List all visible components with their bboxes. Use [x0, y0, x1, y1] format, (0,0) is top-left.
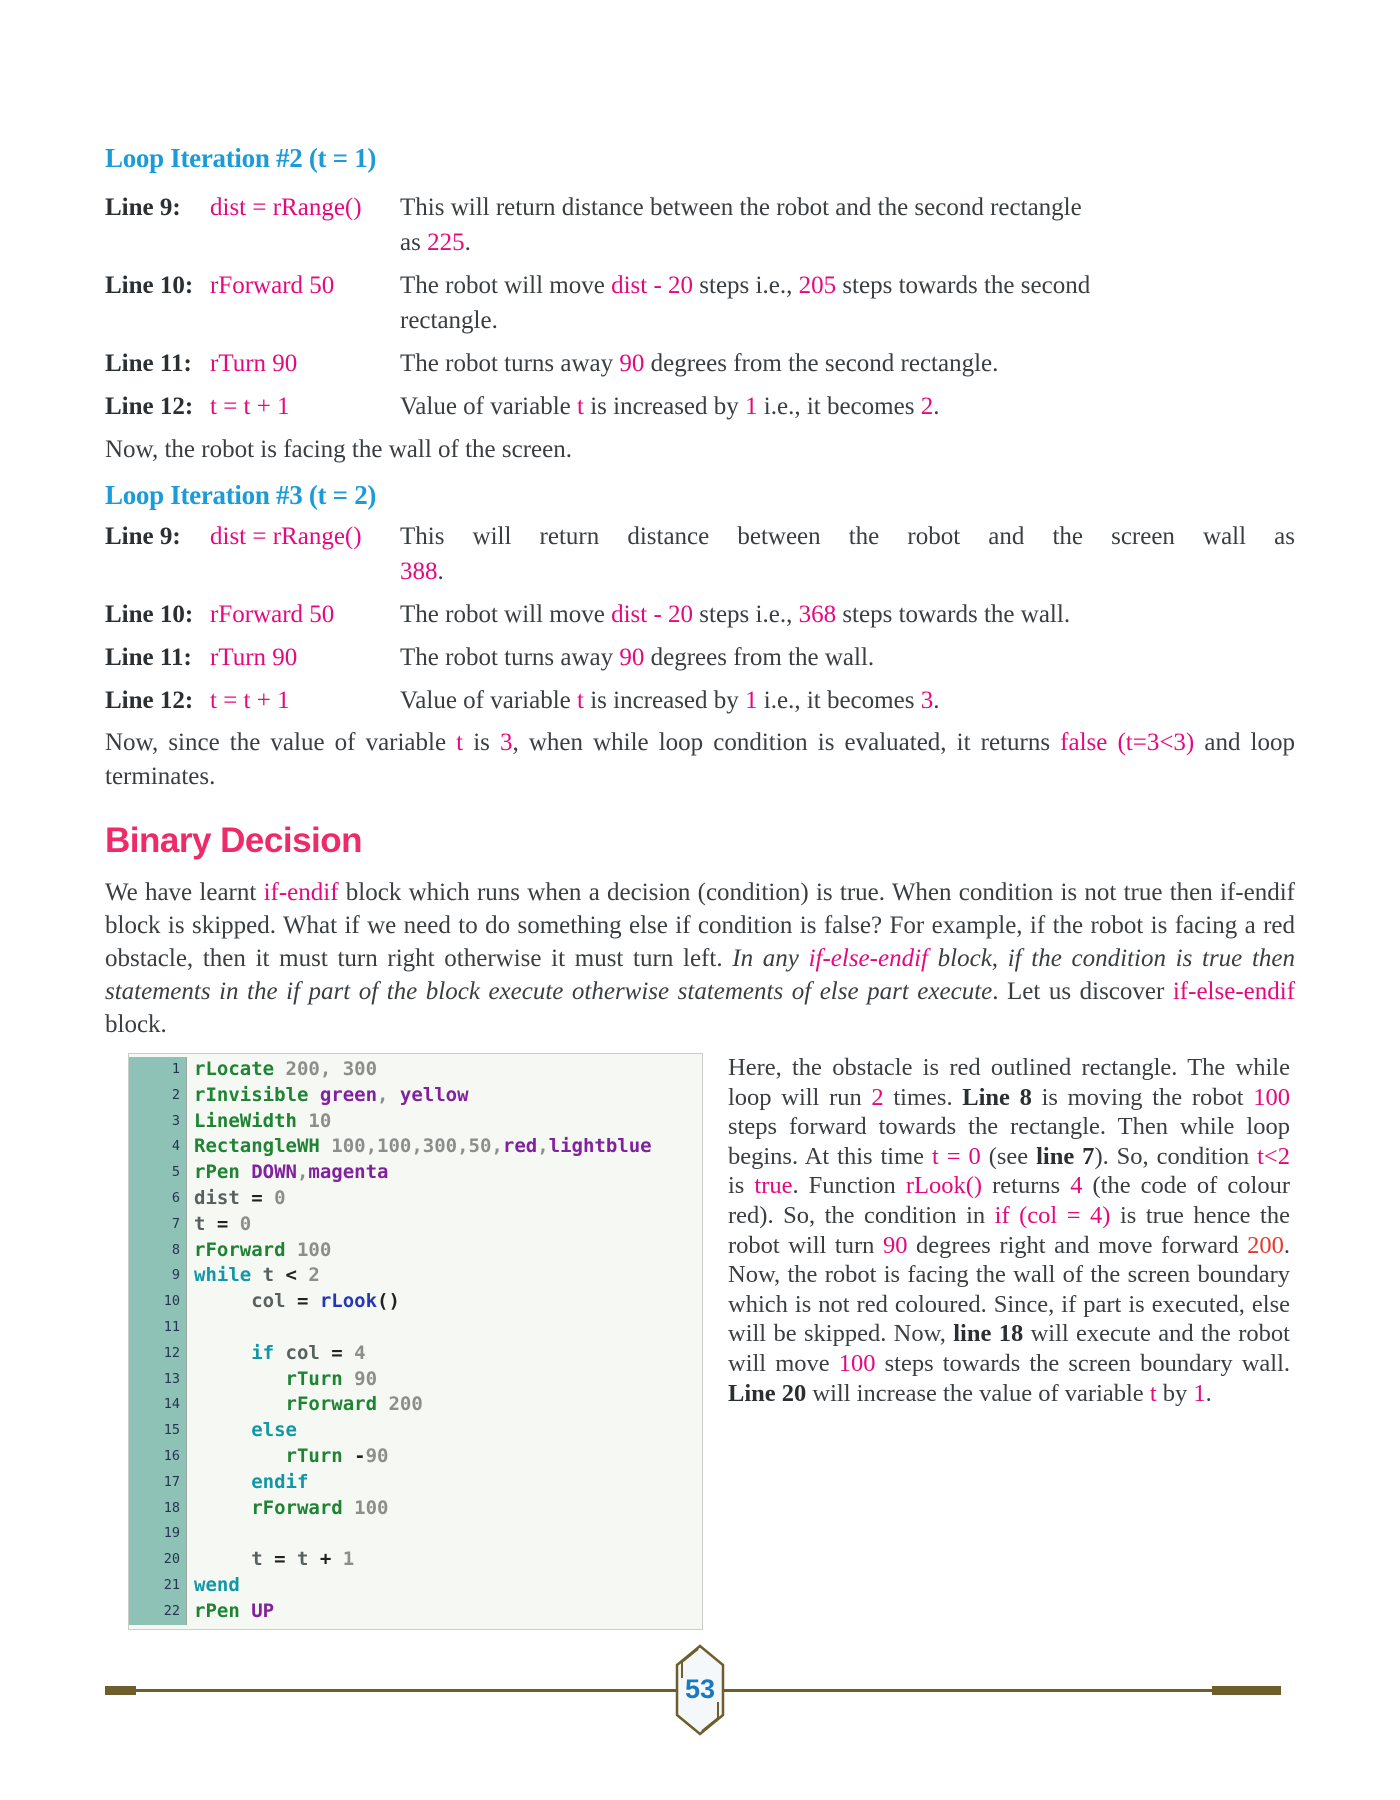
line-number: 10 — [129, 1289, 187, 1315]
code-line — [129, 1160, 702, 1186]
token-flow: endif — [194, 1470, 309, 1493]
inline-pink: if-else-endif — [1172, 978, 1296, 1005]
token-kw: rTurn — [194, 1444, 343, 1467]
description-line — [400, 225, 1295, 260]
line-label: Line 9: — [105, 194, 181, 221]
token-g: 200 — [377, 1393, 423, 1416]
inline-text: block. — [105, 1011, 167, 1038]
inline-text: . — [437, 558, 444, 585]
inline-bold: Line 20 — [728, 1379, 807, 1407]
line-description — [400, 389, 1295, 424]
line-row — [105, 640, 1295, 675]
code-line — [129, 1238, 702, 1264]
inline-text: We have learnt — [105, 879, 264, 906]
token-kw: rLocate — [194, 1058, 275, 1080]
footer-rule-right-cap — [1212, 1686, 1281, 1695]
description-line — [400, 554, 1295, 589]
inline-red: 200 — [1247, 1231, 1284, 1259]
inline-text: steps i.e., — [693, 601, 799, 628]
inline-pink: 90 — [619, 644, 645, 671]
inline-text: is true hence the robot will turn — [728, 1201, 1290, 1259]
line-description — [400, 268, 1295, 338]
inline-text: The robot will move — [400, 601, 612, 628]
inline-text: block which runs when a decision (condition) is true. When condition is not true then if-endif block is skipped. What if we need to do something else if condition is false? For example, if the robot is facing a red obstacle, then it must turn right otherwise it must turn left. — [105, 879, 1296, 972]
code-line — [129, 1315, 702, 1341]
inline-text: will execute and the robot will move — [728, 1320, 1290, 1377]
loop-iteration-2-rows — [105, 190, 1295, 424]
token-kw: rInvisible — [194, 1083, 309, 1106]
code-text — [187, 1392, 423, 1418]
code-text — [187, 1315, 194, 1341]
line-label: Line 12: — [105, 687, 194, 714]
inline-text: . Function — [792, 1172, 906, 1200]
code-text — [187, 1547, 354, 1573]
inline-text: i.e., it becomes — [757, 687, 921, 714]
line-description — [400, 519, 1295, 589]
token-g: 0 — [274, 1186, 286, 1209]
line-number: 21 — [129, 1573, 187, 1599]
token-g: 0 — [239, 1212, 252, 1235]
inline-text: by — [1156, 1379, 1194, 1407]
inline-text: The robot turns away — [400, 644, 620, 671]
line-number: 16 — [129, 1444, 187, 1470]
loop-iteration-2-section — [105, 140, 1295, 467]
inline-text: steps towards the second — [836, 272, 1091, 299]
code-lines — [129, 1057, 702, 1625]
page-number-badge — [672, 1644, 728, 1736]
inline-pink: false — [1060, 729, 1108, 756]
iteration3-note — [105, 726, 1295, 794]
token-g: 4 — [354, 1341, 366, 1364]
line-number: 22 — [129, 1599, 187, 1625]
token-flow: wend — [194, 1573, 240, 1596]
inline-text: . — [464, 229, 471, 256]
inline-pink: 368 — [798, 601, 837, 628]
description-line — [400, 268, 1295, 303]
line-label: Line 10: — [105, 272, 194, 299]
code-line — [129, 1212, 702, 1238]
line-number: 13 — [129, 1367, 187, 1393]
inline-text: as — [400, 229, 428, 256]
code-line — [129, 1109, 702, 1135]
inline-text: . Let us discover — [992, 978, 1173, 1005]
code-line — [129, 1083, 702, 1109]
inline-pink: if-endif — [263, 879, 339, 906]
description-line — [400, 597, 1295, 632]
code-text — [187, 1263, 320, 1289]
inline-pink: 205 — [798, 272, 837, 299]
inline-pink: dist - 20 — [611, 601, 694, 628]
line-number: 14 — [129, 1392, 187, 1418]
inline-text: (the code of colour red). So, the condition in — [728, 1172, 1290, 1229]
code-line — [129, 1392, 702, 1418]
line-number: 6 — [129, 1186, 187, 1212]
inline-text: i.e., it becomes — [757, 393, 921, 420]
line-code: rForward 50 — [210, 272, 335, 299]
code-line — [129, 1263, 702, 1289]
token-pur: green — [308, 1083, 378, 1106]
loop-iteration-3-rows — [105, 519, 1295, 718]
inline-pink: t<2 — [1257, 1142, 1290, 1170]
token-g: , — [537, 1135, 549, 1158]
line-row — [105, 346, 1295, 381]
inline-pinkitalic: if-else-endif — [808, 945, 928, 972]
inline-text: will increase the value of variable — [806, 1379, 1150, 1407]
line-label: Line 11: — [105, 350, 192, 377]
inline-text: steps i.e., — [693, 272, 799, 299]
token-op: - — [342, 1444, 366, 1467]
token-g: 2 — [308, 1264, 320, 1287]
binary-decision-intro — [105, 876, 1295, 1041]
inline-text: degrees right and move forward — [907, 1231, 1248, 1259]
inline-text: The robot will move — [400, 272, 612, 299]
code-text — [187, 1470, 308, 1496]
line-number: 17 — [129, 1470, 187, 1496]
inline-text: steps towards the screen boundary wall. — [875, 1349, 1291, 1377]
line-number: 15 — [129, 1418, 187, 1444]
token-g: 90 — [365, 1444, 389, 1467]
inline-text: rectangle. — [400, 307, 498, 334]
line-number: 2 — [129, 1083, 187, 1109]
code-text — [187, 1496, 388, 1522]
inline-pink: t — [1149, 1379, 1157, 1407]
inline-text: steps forward towards the rectangle. Then while loop begins. At this time — [728, 1113, 1290, 1170]
inline-text: Value of variable — [400, 687, 578, 714]
line-number: 20 — [129, 1547, 187, 1573]
token-g: 10 — [296, 1109, 332, 1132]
line-number: 18 — [129, 1496, 187, 1522]
inline-text: . — [933, 393, 940, 420]
line-row — [105, 597, 1295, 632]
inline-text: . — [933, 687, 940, 714]
inline-text: . Now, the robot is facing the wall of the screen boundary which is not red coloured. Since, if part is executed, else will be skipped. Now, — [728, 1231, 1291, 1348]
inline-text: Value of variable — [400, 393, 578, 420]
description-line — [400, 389, 1295, 424]
inline-pink: 90 — [619, 350, 645, 377]
code-line — [129, 1599, 702, 1625]
line-number: 9 — [129, 1263, 187, 1289]
line-number: 11 — [129, 1315, 187, 1341]
line-code: dist = rRange() — [210, 194, 362, 221]
line-number: 1 — [129, 1057, 187, 1083]
description-line — [400, 519, 1295, 554]
inline-text: , when while loop condition is evaluated, it returns — [512, 729, 1061, 756]
code-line — [129, 1573, 702, 1599]
inline-pink: 3 — [499, 729, 513, 756]
inline-text: is — [728, 1172, 755, 1200]
token-g: 100,100,300,50, — [319, 1135, 503, 1158]
inline-text: is increased by — [583, 393, 746, 420]
inline-text: steps towards the wall. — [836, 601, 1071, 628]
inline-text: is increased by — [583, 687, 746, 714]
code-line — [129, 1470, 702, 1496]
inline-pink: 2 — [871, 1083, 884, 1111]
line-row — [105, 519, 1295, 589]
token-flow: if — [194, 1341, 275, 1364]
token-g: 90 — [342, 1367, 378, 1390]
line-description — [400, 346, 1295, 381]
code-line — [129, 1444, 702, 1470]
inline-text: degrees from the second rectangle. — [644, 350, 999, 377]
token-pur: red — [502, 1135, 538, 1158]
line-number: 12 — [129, 1341, 187, 1367]
token-kw: rPen — [194, 1161, 240, 1184]
token-var: col — [274, 1341, 332, 1364]
code-text — [187, 1238, 331, 1264]
line-description — [400, 190, 1295, 260]
token-var: t — [194, 1548, 263, 1571]
inline-pink: 100 — [838, 1349, 876, 1377]
inline-pink: if (col = 4) — [994, 1201, 1111, 1229]
token-op: = — [331, 1341, 355, 1364]
token-kw: rPen — [194, 1599, 240, 1622]
token-g: 100 — [342, 1496, 389, 1519]
code-line — [129, 1057, 702, 1083]
description-line — [400, 190, 1295, 225]
token-kw: rForward — [194, 1238, 286, 1261]
token-g: 1 — [342, 1548, 355, 1571]
inline-text: This will return distance between the robot and the second rectangle — [400, 194, 1082, 221]
token-op: () — [377, 1290, 400, 1313]
inline-text: . — [1205, 1379, 1212, 1407]
token-pur: lightblue — [548, 1135, 652, 1158]
inline-text: Now, the robot is facing the wall of the screen. — [105, 436, 572, 463]
code-text — [187, 1444, 389, 1470]
inline-pink: rLook() — [905, 1172, 983, 1200]
line-number: 5 — [129, 1160, 187, 1186]
description-line — [400, 640, 1295, 675]
code-text — [187, 1212, 251, 1238]
code-and-explanation — [105, 1053, 1295, 1630]
code-line — [129, 1418, 702, 1444]
inline-pink: 90 — [882, 1231, 908, 1259]
line-description — [400, 683, 1295, 718]
token-flow: while — [194, 1264, 252, 1287]
code-line — [129, 1186, 702, 1212]
token-kw: LineWidth — [194, 1109, 297, 1132]
line-code: t = t + 1 — [210, 393, 290, 420]
token-var: t — [251, 1264, 286, 1287]
token-g: 100 — [285, 1238, 332, 1261]
code-listing — [128, 1053, 703, 1630]
description-line — [400, 303, 1295, 338]
line-row — [105, 683, 1295, 718]
line-label: Line 12: — [105, 393, 194, 420]
line-number: 8 — [129, 1238, 187, 1264]
token-var: col — [194, 1290, 286, 1313]
page-number: 53 — [684, 1674, 716, 1705]
line-number: 3 — [129, 1109, 187, 1135]
code-text — [187, 1289, 400, 1315]
code-text — [187, 1573, 240, 1599]
code-text — [187, 1160, 389, 1186]
token-pur: DOWN — [239, 1161, 297, 1184]
line-code: dist = rRange() — [210, 523, 362, 550]
inline-text: Here, the obstacle is red outlined rectangle. The while loop will run — [728, 1054, 1290, 1111]
token-g: , — [296, 1161, 309, 1184]
code-text — [187, 1134, 652, 1160]
token-kw: rForward — [194, 1496, 343, 1519]
code-text — [187, 1367, 377, 1393]
description-line — [400, 683, 1295, 718]
iteration2-note — [105, 432, 1295, 467]
token-kw: rTurn — [194, 1367, 343, 1390]
inline-italic: block, if the condition is true then statements in the if part of the block execute otherwise statements of else part execute — [105, 945, 1295, 1005]
inline-text: degrees from the wall. — [644, 644, 875, 671]
inline-pink: t — [577, 393, 584, 420]
code-text — [187, 1057, 377, 1083]
code-line — [129, 1521, 702, 1547]
inline-pink: dist - 20 — [611, 272, 694, 299]
token-var: t — [296, 1548, 309, 1571]
inline-pink: 225 — [427, 229, 465, 256]
inline-text: The robot turns away — [400, 350, 620, 377]
inline-text: is — [463, 729, 500, 756]
token-op: = — [239, 1186, 275, 1209]
code-text — [187, 1186, 286, 1212]
token-pur: UP — [239, 1599, 275, 1622]
token-g: 200, 300 — [274, 1058, 378, 1080]
line-label: Line 9: — [105, 523, 181, 550]
token-op: + — [308, 1548, 343, 1571]
inline-bold: line 7 — [1036, 1142, 1095, 1170]
line-number: 19 — [129, 1521, 187, 1547]
inline-pink: 1 — [1193, 1379, 1206, 1407]
line-description — [400, 597, 1295, 632]
inline-pink: 3 — [920, 687, 934, 714]
code-line — [129, 1367, 702, 1393]
token-pur: magenta — [308, 1161, 389, 1184]
token-var: t — [194, 1212, 206, 1235]
inline-pink: 1 — [745, 687, 758, 714]
line-row — [105, 268, 1295, 338]
inline-pink: 4 — [1070, 1172, 1083, 1200]
line-row — [105, 190, 1295, 260]
line-code: rForward 50 — [210, 601, 335, 628]
token-op: < — [285, 1264, 309, 1287]
token-var: dist — [194, 1186, 240, 1209]
inline-text: returns — [982, 1172, 1071, 1200]
code-text — [187, 1521, 194, 1547]
token-kw: RectangleWH — [194, 1135, 320, 1158]
line-label: Line 11: — [105, 644, 192, 671]
binary-decision-heading: Binary Decision — [105, 821, 363, 860]
code-text — [187, 1083, 469, 1109]
line-number: 7 — [129, 1212, 187, 1238]
line-label: Line 10: — [105, 601, 194, 628]
loop-iteration-2-heading: Loop Iteration #2 (t = 1) — [105, 143, 377, 173]
loop-iteration-3-heading: Loop Iteration #3 (t = 2) — [105, 480, 377, 510]
token-pur: yellow — [399, 1083, 469, 1106]
footer-rule-left-cap — [105, 1686, 136, 1695]
code-line — [129, 1496, 702, 1522]
code-line — [129, 1289, 702, 1315]
inline-bold: Line 8 — [962, 1083, 1032, 1111]
inline-text: is moving the robot — [1031, 1083, 1254, 1111]
inline-pink: t — [577, 687, 584, 714]
inline-text — [1107, 729, 1117, 756]
inline-text: ). So, condition — [1094, 1142, 1258, 1170]
line-code: t = t + 1 — [210, 687, 290, 714]
page-footer — [105, 1652, 1295, 1762]
line-number: 4 — [129, 1134, 187, 1160]
code-line — [129, 1547, 702, 1573]
inline-pink: t — [456, 729, 464, 756]
inline-pink: 388 — [400, 558, 438, 585]
code-text — [187, 1341, 366, 1367]
inline-pink: t = 0 — [931, 1142, 981, 1170]
code-explanation-paragraph — [728, 1053, 1290, 1408]
inline-text: This will return distance between the robot and the screen wall as — [400, 523, 1295, 550]
code-line — [129, 1134, 702, 1160]
inline-pink: 1 — [745, 393, 758, 420]
inline-text: times. — [883, 1083, 963, 1111]
token-op: = — [285, 1290, 320, 1313]
line-code: rTurn 90 — [210, 644, 298, 671]
code-text — [187, 1418, 297, 1444]
token-op: = — [262, 1548, 297, 1571]
inline-bold: line 18 — [953, 1320, 1024, 1348]
token-fn: rLook — [319, 1290, 378, 1313]
inline-pink: 2 — [920, 393, 934, 420]
loop-iteration-3-section — [105, 477, 1295, 794]
description-line — [400, 346, 1295, 381]
token-flow: else — [194, 1419, 297, 1442]
token-kw: rForward — [194, 1393, 378, 1416]
inline-pink: (t=3<3) — [1117, 729, 1195, 756]
token-g: , — [377, 1083, 400, 1106]
inline-pink: true — [754, 1172, 793, 1200]
line-description — [400, 640, 1295, 675]
inline-text: Now, since the value of variable — [105, 729, 457, 756]
code-text — [187, 1599, 274, 1625]
inline-text: (see — [980, 1142, 1037, 1170]
inline-italic: In any — [732, 945, 809, 972]
inline-pink: 100 — [1253, 1083, 1290, 1111]
line-row — [105, 389, 1295, 424]
code-line — [129, 1341, 702, 1367]
code-text — [187, 1109, 331, 1135]
token-op: = — [205, 1212, 240, 1235]
inline-text: and loop terminates. — [105, 729, 1295, 790]
line-code: rTurn 90 — [210, 350, 298, 377]
